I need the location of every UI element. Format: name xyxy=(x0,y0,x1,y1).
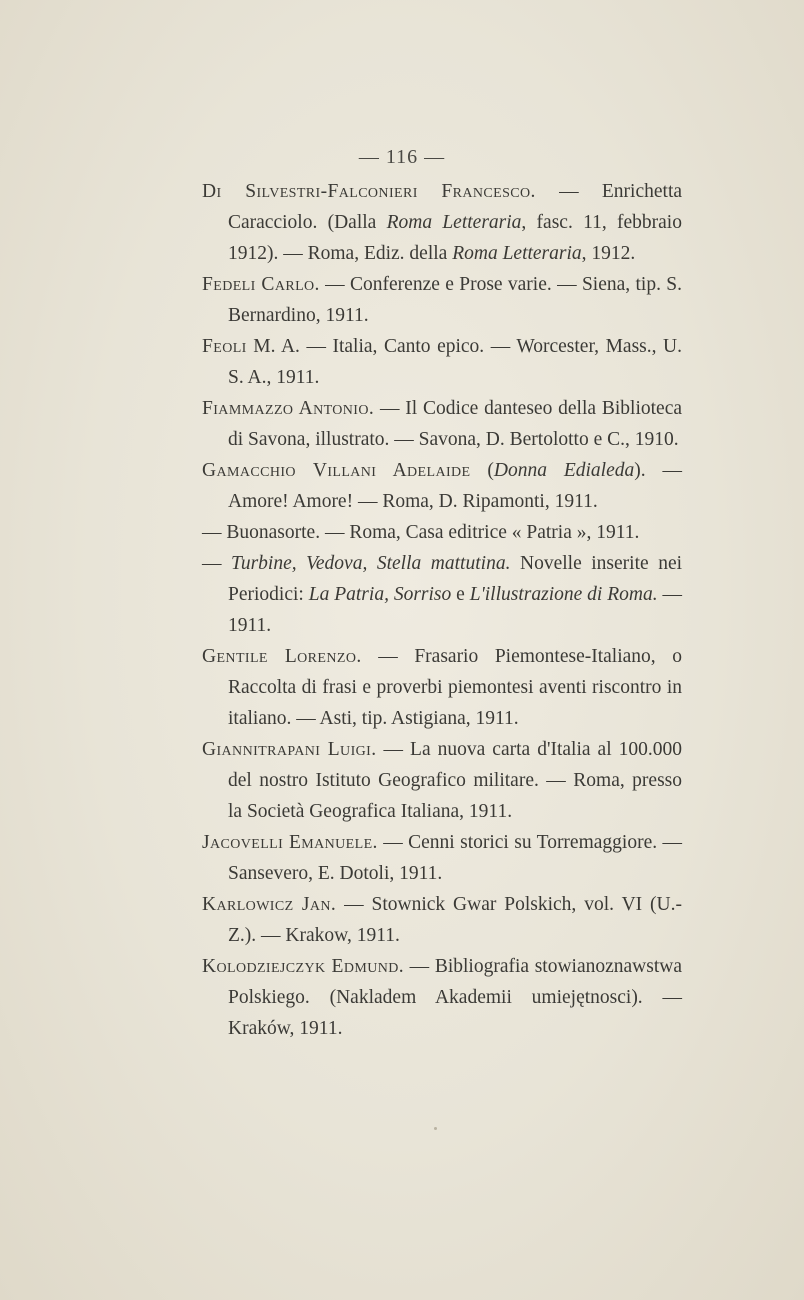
bibliography-entry xyxy=(202,548,682,641)
bibliography-entry xyxy=(202,734,682,827)
entry-text: — Buonasorte. — Roma, Casa editrice « Patria », 1911. xyxy=(202,522,640,543)
entry-text: ( xyxy=(487,460,494,481)
entry-text: ). — Amore! Amore! — Roma, D. Ripamonti, 1911. xyxy=(228,460,683,512)
bibliography-entry xyxy=(202,827,682,889)
bibliography-entry xyxy=(202,176,682,269)
entry-italic-title: Roma Letteraria xyxy=(452,243,582,264)
paper-speck xyxy=(434,1127,437,1130)
entry-text: — 1911. xyxy=(228,584,683,636)
entry-author: Di Silvestri-Falconieri Francesco. xyxy=(202,181,536,202)
bibliography-list xyxy=(202,176,682,1044)
entry-italic-title: Donna Edialeda xyxy=(493,460,635,481)
entry-author: Fedeli Carlo. xyxy=(202,274,320,295)
bibliography-entry xyxy=(202,951,682,1044)
bibliography-entry xyxy=(202,455,682,517)
entry-text: — Il Codice danteseo della Biblioteca di Savona, illustrato. — Savona, D. Bertolotto e C., 1910. xyxy=(228,398,683,450)
entry-text: — Stownick Gwar Polskich, vol. VI (U.-Z.). — Krakow, 1911. xyxy=(228,894,682,946)
entry-italic-title: Turbine, Vedova, Stella mattutina. xyxy=(231,553,511,574)
bibliography-entry xyxy=(202,393,682,455)
entry-text: — La nuova carta d'Italia al 100.000 del nostro Istituto Geografico militare. — Roma, presso la Società Geografica Italiana, 1911. xyxy=(228,739,683,822)
bibliography-entry xyxy=(202,889,682,951)
entry-text: M. A. — Italia, Canto epico. — Worcester, Mass., U. S. A., 1911. xyxy=(228,336,682,388)
entry-author: Kolodziejczyk Edmund. xyxy=(202,956,405,977)
entry-text: — Enrichetta Caracciolo. (Dalla xyxy=(228,181,683,233)
bibliography-entry xyxy=(202,269,682,331)
entry-text: — Bibliografia stowianoznawstwa Polskiego. (Nakladem Akademii umiejętnosci). — Kraków, 1911. xyxy=(228,956,682,1039)
entry-author: Gentile Lorenzo. xyxy=(202,646,362,667)
entry-author: Gamacchio Villani Adelaide xyxy=(202,460,471,481)
entry-author: Jacovelli Emanuele. xyxy=(202,832,378,853)
bibliography-entry xyxy=(202,331,682,393)
entry-text: — xyxy=(202,553,232,574)
entry-italic-title: Roma Letteraria xyxy=(386,212,522,233)
page-number: — 116 — xyxy=(358,146,446,168)
entry-italic-title: La Patria, Sorriso xyxy=(308,584,452,605)
entry-text: — Frasario Piemontese-Italiano, o Raccolta di frasi e proverbi piemontesi aventi riscontro in italiano. — Asti, tip. Astigiana, 1911. xyxy=(228,646,683,729)
entry-author: Feoli xyxy=(202,336,247,357)
bibliography-entry xyxy=(202,517,682,548)
entry-text: , 1912. xyxy=(581,243,636,264)
entry-author: Giannitrapani Luigi. xyxy=(202,739,377,760)
entry-text: Novelle inserite nei Periodici: xyxy=(228,553,683,605)
entry-author: Fiammazzo Antonio. xyxy=(202,398,375,419)
entry-italic-title: L'illustrazione di Roma. xyxy=(469,584,658,605)
entry-text: — Cenni storici su Torremaggiore. — Sansevero, E. Dotoli, 1911. xyxy=(228,832,683,884)
bibliography-entry xyxy=(202,641,682,734)
entry-text: , fasc. 11, febbraio 1912). — Roma, Ediz. della xyxy=(228,212,682,264)
entry-text: e xyxy=(451,584,470,605)
entry-text: — Conferenze e Prose varie. — Siena, tip. S. Bernardino, 1911. xyxy=(228,274,683,326)
entry-author: Karlowicz Jan. xyxy=(202,894,337,915)
